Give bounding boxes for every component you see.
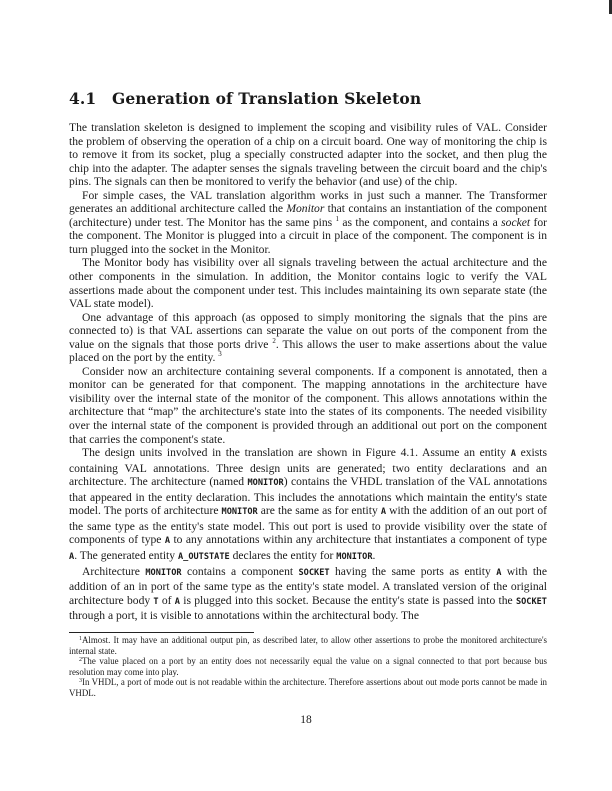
text-run: is plugged into this socket. Because the entity's state is passed into the [179, 593, 516, 607]
code-identifier: MONITOR [247, 478, 284, 489]
footnotes [69, 635, 547, 699]
code-identifier: MONITOR [221, 507, 258, 518]
emphasis-monitor: Monitor [286, 202, 325, 216]
section-number: 4.1 [69, 89, 97, 108]
footnote-text: Almost. It may have an additional output pin, as described later, to allow other assertions to probe the monitored architecture's internal state. [69, 635, 547, 656]
text-run: having the same ports as entity [329, 564, 497, 578]
paragraph-text: The Monitor body has visibility over all signals traveling between the actual architecture and the other components in the simulation. In addition, the Monitor contains logic to verify the VAL assertions made about the component under test. This includes maintaining its own separate state (the VAL state model). [69, 256, 547, 311]
footnote-mark: 2 [79, 657, 82, 664]
footnote-text: The value placed on a port by an entity does not necessarily equal the value on a signal connected to that port because bus resolution may come into play. [69, 656, 547, 677]
code-identifier: A [380, 507, 387, 518]
footnote-ref-3: 3 [218, 350, 222, 359]
paragraph-2 [69, 189, 547, 257]
footnote-3 [69, 677, 547, 698]
footnote-text: In VHDL, a port of mode out is not readable within the architecture. Therefore assertions about out mode ports cannot be made in VHDL. [69, 677, 547, 698]
text-run: The design units involved in the translation are shown in Figure 4.1. Assume an entity [82, 446, 511, 460]
code-identifier: SOCKET [515, 596, 547, 607]
text-run: through a port, it is visible to annotations within the architectural body. The [69, 609, 419, 623]
text-run: that contains an instantiation of the component (architecture) under test. The Monitor has the same pins [69, 202, 547, 229]
paragraph-text: Consider now an architecture containing several components. If a component is annotated, then a monitor can be generated for that component. The mapping annotations in the architecture have visibility over the internal state of the monitor of the component. This allows annotations within the architecture that “map” the architecture's state into the states of its components. The needed visibility over the internal state of the component is provided through an additional out port on the component that carries the component's state. [69, 364, 547, 446]
paragraph-3 [69, 256, 547, 310]
paragraph-1 [69, 121, 547, 189]
paragraph-4 [69, 311, 547, 365]
footnote-ref-2: 2 [272, 336, 276, 345]
text-run: . [372, 548, 376, 562]
text-run: One advantage of this approach (as opposed to simply monitoring the signals that the pins are connected to) is that VAL assertions can separate the value on out ports of the component from the value on the signals that those ports drive [69, 310, 547, 351]
section-heading [69, 89, 421, 108]
code-identifier: A [174, 596, 180, 607]
text-run: . This allows the user to make assertions about the value placed on the port by the entity. [69, 337, 547, 365]
footnote-mark: 3 [79, 678, 82, 685]
text-run: For simple cases, the VAL translation algorithm works in just such a manner. The Transformer generates an additional architecture called the [69, 188, 547, 216]
code-identifier: SOCKET [298, 567, 330, 578]
paragraph-text: The translation skeleton is designed to implement the scoping and visibility rules of VAL. Consider the problem of observing the operation of a chip on a circuit board. One way of monitoring the chip is to remove it from its socket, plug a specially constructed adapter into the socket, and then plug the chip into the adapter. The adapter senses the signals traveling between the circuit board and the chip's pins. The signals can then be monitored to verify the behavior (and use) of the chip. [69, 121, 547, 189]
code-identifier: MONITOR [336, 551, 373, 562]
footnote-1 [69, 635, 547, 656]
paragraph-6 [69, 446, 547, 564]
section-title: Generation of Translation Skeleton [112, 89, 422, 108]
page-number: 18 [300, 714, 312, 726]
text-run: declares the entity for [229, 548, 337, 562]
text-run: are the same as for entity [257, 504, 381, 518]
text-run: contains a component [181, 564, 299, 578]
code-identifier: MONITOR [145, 567, 182, 578]
code-identifier: A [510, 449, 516, 460]
text-run: with the addition of an out port of the same type as the entity's state model. This out port is used to provide visibility over the state of components of type [69, 504, 547, 547]
text-run: exists containing VAL annotations. Three design units are generated; two entity declarations and an architecture. The architecture (named [69, 446, 547, 489]
emphasis-socket: socket [501, 215, 531, 229]
code-identifier: T [153, 596, 159, 607]
code-identifier: A_OUTSTATE [177, 551, 230, 562]
text-run: . The generated entity [74, 548, 178, 562]
footnote-2 [69, 656, 547, 677]
text-run: to any annotations within any architecture that instantiates a component of type [170, 533, 547, 547]
paragraph-7 [69, 565, 547, 623]
footnote-mark: 1 [79, 636, 82, 642]
text-run: of [158, 593, 175, 607]
text-run: Architecture [82, 564, 146, 578]
footnote-ref-1: 1 [335, 214, 339, 223]
body-text [69, 121, 547, 623]
footnote-separator [69, 632, 254, 633]
text-run: as the component, and contains a [339, 215, 502, 229]
text-run: with the addition of an in port of the same type as the entity's state model. A translated version of the original architecture body [69, 564, 547, 607]
paragraph-5 [69, 365, 547, 446]
text-run: ) contains the VHDL translation of the VAL annotations that appeared in the entity declaration. This includes the annotations which maintain the entity's state model. The ports of architecture [69, 475, 547, 518]
text-run: for the component. The Monitor is plugged into a circuit in place of the component. The component is in turn plugged into the socket in the Monitor. [69, 215, 548, 256]
code-identifier: A [164, 536, 171, 547]
code-identifier: A [496, 567, 502, 578]
code-identifier: A [69, 551, 75, 562]
